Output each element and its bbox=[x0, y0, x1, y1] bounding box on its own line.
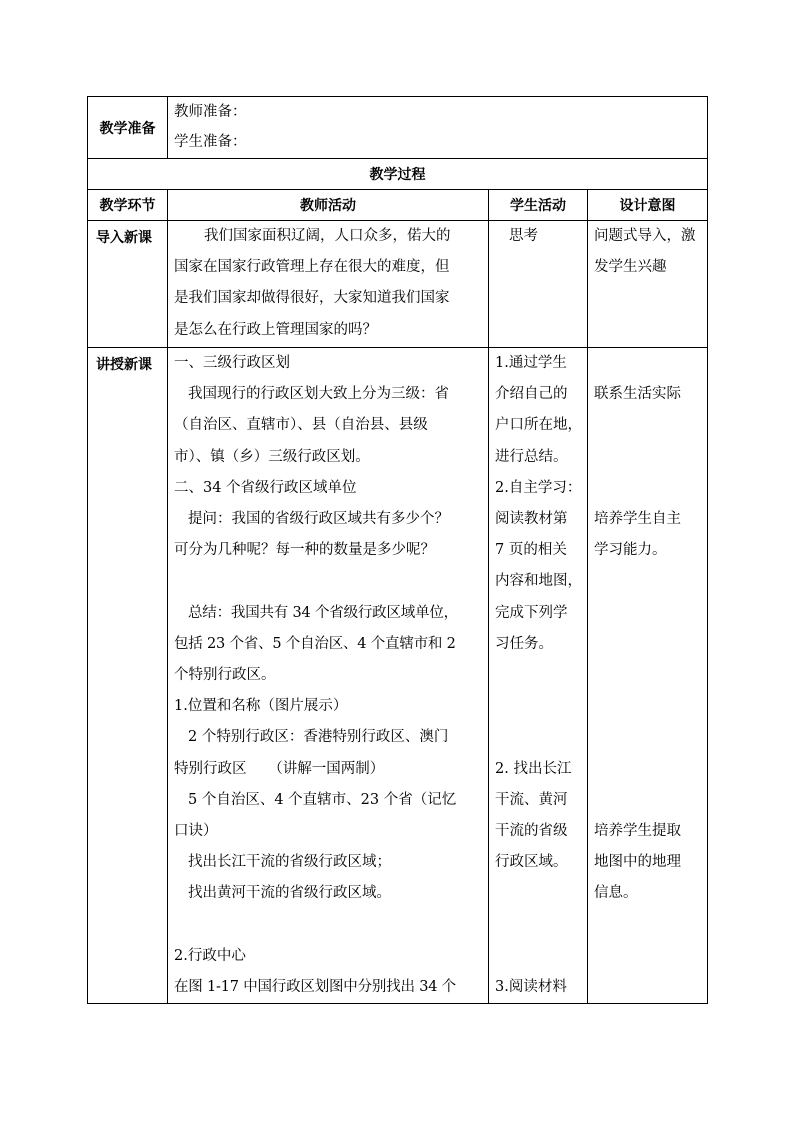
blank-line bbox=[594, 753, 702, 784]
blank-line bbox=[174, 566, 483, 597]
text-line: 3.阅读材料 bbox=[495, 978, 567, 995]
text-line: 找出黄河干流的省级行政区域。 bbox=[188, 885, 391, 902]
text-line: 是我们国家却做得很好，大家知道我们国家 bbox=[174, 290, 450, 307]
text-line: 市）、镇（乡）三级行政区划。 bbox=[174, 448, 370, 465]
text-line: 干流的省级 bbox=[495, 823, 568, 839]
student-prep: 学生准备： bbox=[174, 134, 247, 150]
teacher-prep: 教师准备： bbox=[174, 104, 247, 120]
text-line: 内容和地图， bbox=[495, 573, 582, 590]
prep-content bbox=[168, 97, 708, 159]
text-line: 培养学生提取 bbox=[594, 822, 681, 839]
blank-line bbox=[495, 910, 582, 941]
text-line: 国家在国家行政管理上存在很大的难度，但 bbox=[174, 259, 450, 276]
lecture-label: 讲授新课 bbox=[88, 348, 168, 1004]
text-line: 地图中的地理 bbox=[594, 854, 681, 871]
column-header-design: 设计意图 bbox=[588, 190, 708, 221]
text-line: 完成下列学 bbox=[495, 604, 568, 621]
text-line: 户口所在地， bbox=[495, 417, 582, 434]
blank-line bbox=[594, 660, 702, 691]
blank-line bbox=[495, 941, 582, 972]
text-line: 信息。 bbox=[594, 885, 638, 902]
text-line: 2.自主学习： bbox=[495, 479, 582, 496]
blank-line bbox=[594, 629, 702, 660]
text-line: 行政区域。 bbox=[495, 854, 568, 871]
text-line: 发学生兴趣 bbox=[594, 259, 667, 276]
lecture-row bbox=[88, 348, 708, 1004]
text-line: 问题式导入，激 bbox=[594, 228, 696, 244]
text-line: 口诀） bbox=[174, 823, 218, 840]
text-line: 习任务。 bbox=[495, 635, 553, 652]
blank-line bbox=[594, 442, 702, 473]
text-line: 提问：我国的省级行政区域共有多少个？ bbox=[188, 511, 449, 528]
column-header-student: 学生活动 bbox=[489, 190, 588, 221]
lecture-student-activity bbox=[489, 348, 588, 1004]
text-line: 1.位置和名称（图片展示） bbox=[174, 698, 348, 715]
text-line: 2 个特别行政区：香港特别行政区、澳门 bbox=[188, 729, 449, 746]
text-line: 二、34 个省级行政区域单位 bbox=[174, 479, 357, 496]
lecture-design-intent bbox=[588, 348, 708, 1004]
lecture-teacher-activity bbox=[168, 348, 489, 1004]
text-line: 思考 bbox=[509, 228, 538, 244]
text-line: 培养学生自主 bbox=[594, 510, 681, 527]
blank-line bbox=[495, 878, 582, 909]
blank-line bbox=[594, 785, 702, 816]
text-line: 一、三级行政区划 bbox=[174, 355, 290, 371]
text-line: 可分为几种呢？每一种的数量是多少呢？ bbox=[174, 542, 435, 559]
blank-line bbox=[594, 410, 702, 441]
intro-label: 导入新课 bbox=[88, 221, 168, 348]
text-line: 特别行政区 （讲解一国两制） bbox=[174, 760, 385, 777]
column-header-row bbox=[88, 190, 708, 221]
intro-row bbox=[88, 221, 708, 348]
text-line: 1.通过学生 bbox=[495, 355, 567, 371]
text-line: 是怎么在行政上管理国家的吗？ bbox=[174, 321, 377, 338]
column-header-teacher: 教师活动 bbox=[168, 190, 489, 221]
prep-row bbox=[88, 97, 708, 159]
blank-line bbox=[594, 566, 702, 597]
text-line: 介绍自己的 bbox=[495, 386, 568, 403]
intro-teacher-activity bbox=[168, 221, 489, 348]
blank-line bbox=[594, 691, 702, 722]
text-line: 总结：我国共有 34 个省级行政区域单位， bbox=[188, 604, 458, 621]
process-title-row bbox=[88, 159, 708, 190]
text-line: 在图 1-17 中国行政区划图中分别找出 34 个 bbox=[174, 979, 456, 996]
blank-line bbox=[594, 598, 702, 629]
text-line: 7 页的相关 bbox=[495, 542, 567, 559]
text-line: 联系生活实际 bbox=[594, 386, 681, 403]
blank-line bbox=[594, 348, 702, 379]
blank-line bbox=[495, 722, 582, 753]
blank-line bbox=[495, 660, 582, 691]
blank-line bbox=[594, 473, 702, 504]
text-line: 进行总结。 bbox=[495, 448, 568, 465]
text-line: 干流、黄河 bbox=[495, 791, 568, 808]
blank-line bbox=[174, 910, 483, 941]
prep-label: 教学准备 bbox=[88, 97, 168, 159]
text-line: 个特别行政区。 bbox=[174, 667, 276, 684]
text-line: 我国现行的行政区划大致上分为三级：省 bbox=[188, 386, 449, 403]
blank-line bbox=[594, 722, 702, 753]
blank-line bbox=[495, 691, 582, 722]
text-line: 我们国家面积辽阔，人口众多，偌大的 bbox=[204, 228, 451, 244]
lesson-plan-table bbox=[87, 96, 708, 1004]
text-line: 包括 23 个省、5 个自治区、4 个直辖市和 2 bbox=[174, 635, 456, 652]
column-header-stage: 教学环节 bbox=[88, 190, 168, 221]
intro-student-activity bbox=[489, 221, 588, 348]
text-line: （自治区、直辖市）、县（自治县、县级 bbox=[174, 417, 428, 434]
text-line: 5 个自治区、4 个直辖市、23 个省（记忆 bbox=[188, 791, 457, 808]
text-line: 2. 找出长江 bbox=[495, 760, 572, 777]
text-line: 学习能力。 bbox=[594, 542, 667, 559]
text-line: 找出长江干流的省级行政区域； bbox=[188, 854, 391, 871]
text-line: 阅读教材第 bbox=[495, 511, 568, 528]
text-line: 2.行政中心 bbox=[174, 947, 246, 964]
intro-design-intent bbox=[588, 221, 708, 348]
process-title: 教学过程 bbox=[88, 159, 708, 190]
